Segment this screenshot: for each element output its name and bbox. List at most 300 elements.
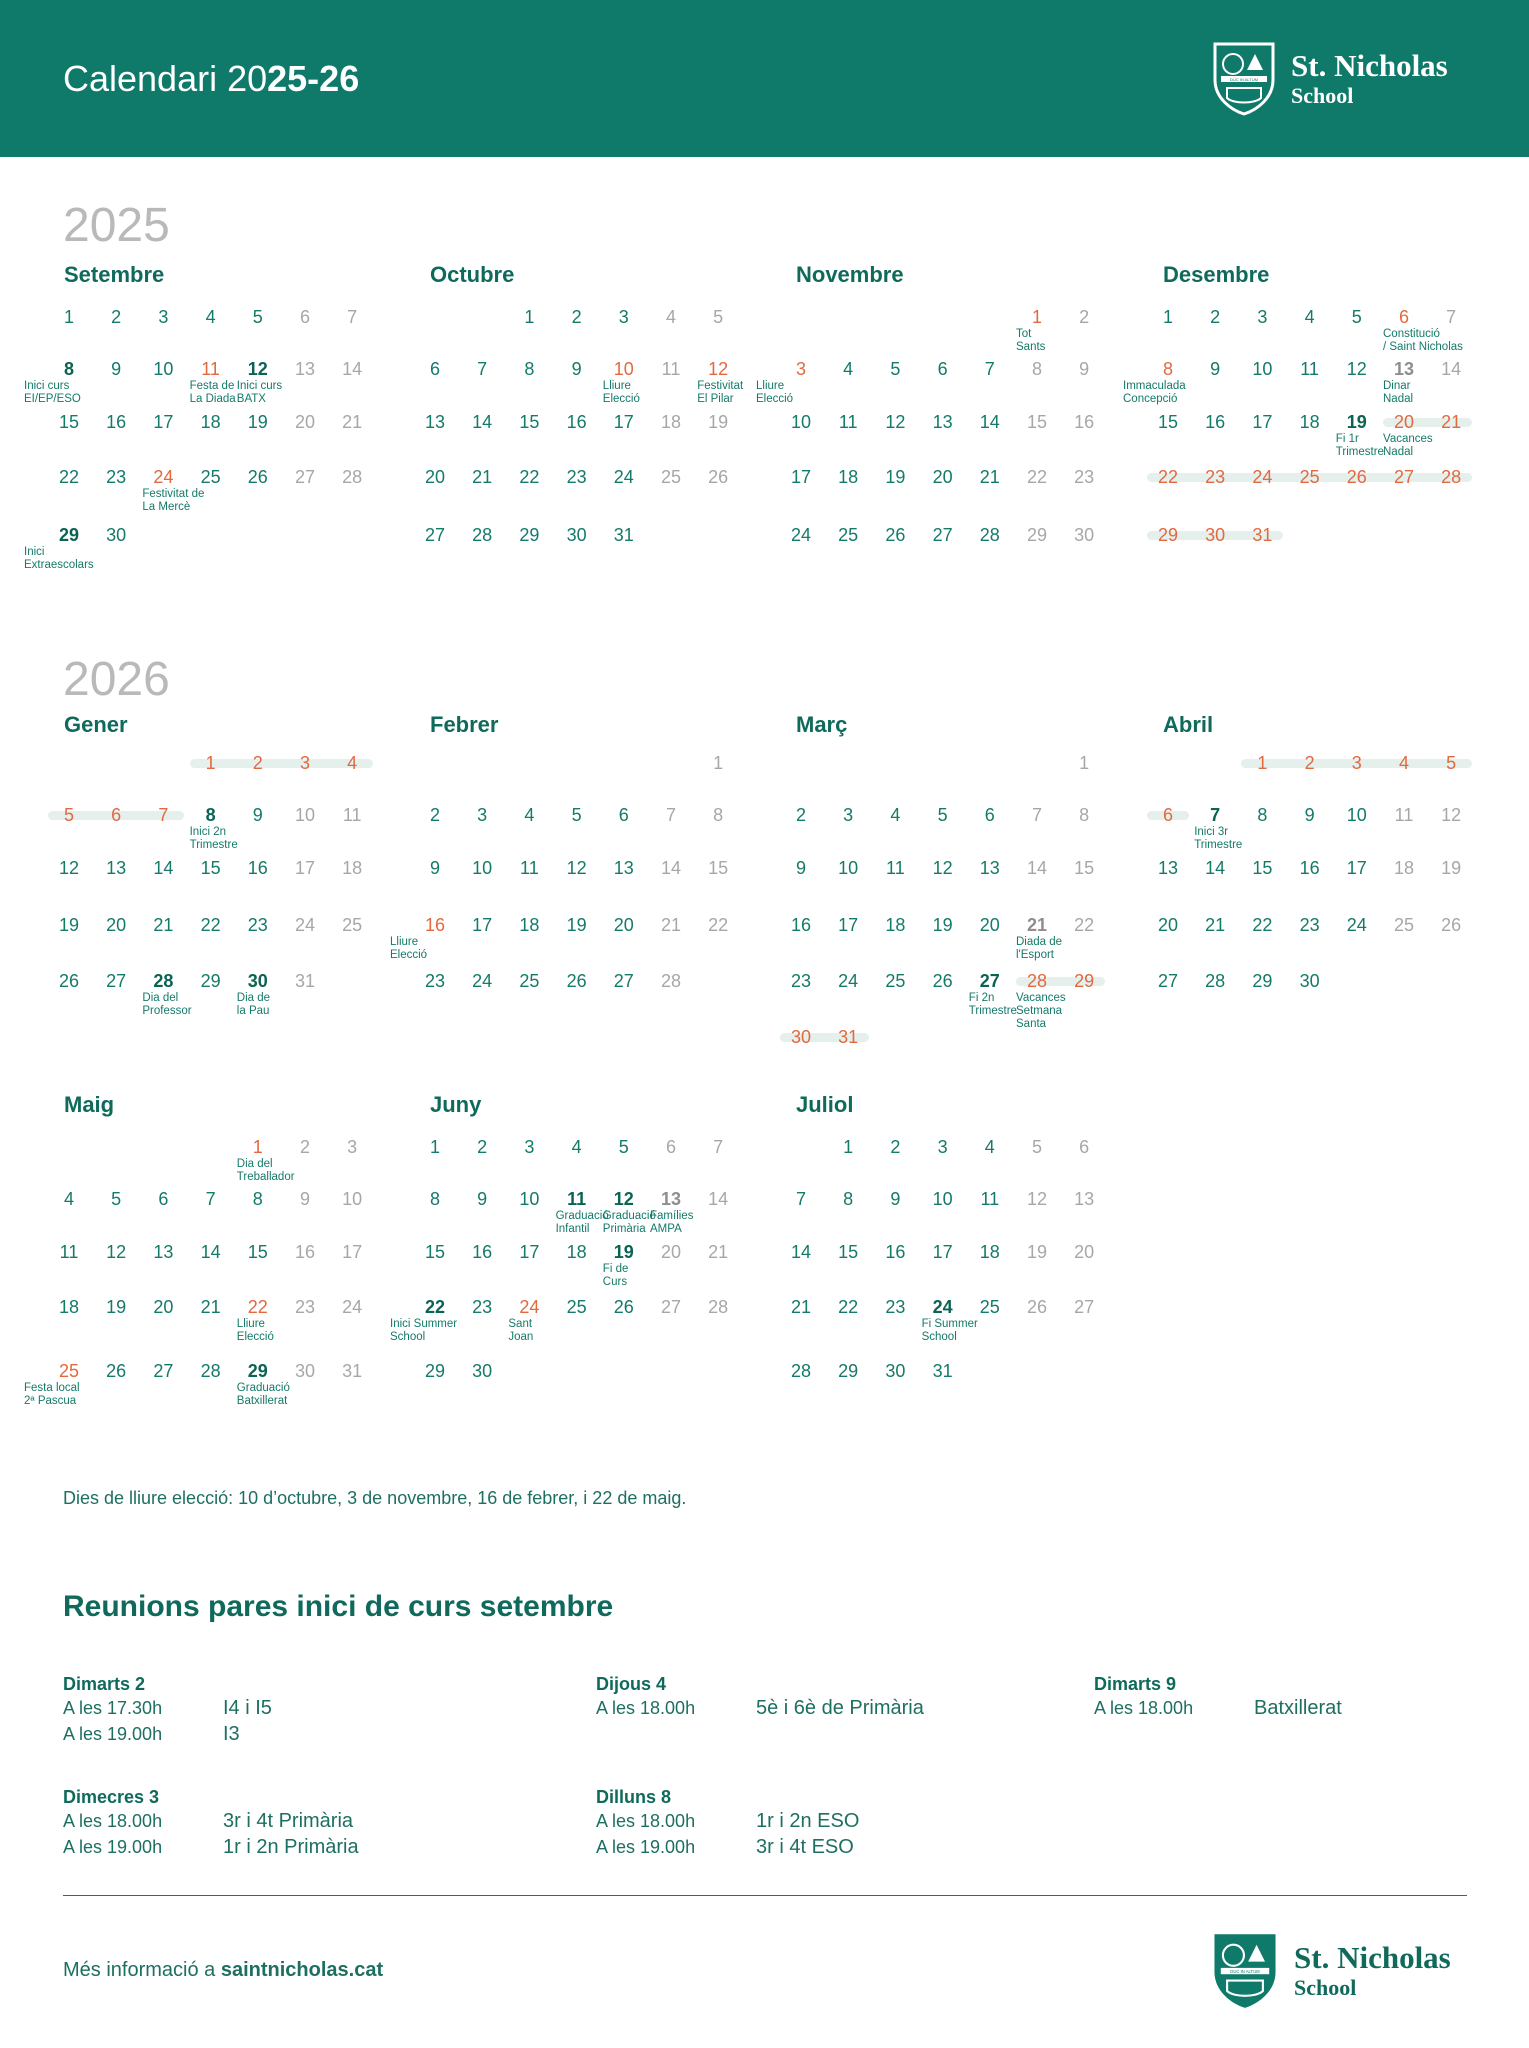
day-number: 25 xyxy=(885,971,906,991)
day-cell xyxy=(1061,411,1107,433)
day-number: 9 xyxy=(477,1189,488,1209)
day-cell xyxy=(1287,466,1333,488)
school-logo xyxy=(1211,40,1448,116)
day-cell xyxy=(920,1296,978,1343)
day-number: 21 xyxy=(708,1242,729,1262)
day-cell xyxy=(282,752,328,774)
meeting-group-label: I4 i I5 xyxy=(223,1697,272,1719)
day-cell xyxy=(920,914,966,936)
month-title: Gener xyxy=(64,712,128,737)
day-cell xyxy=(1239,857,1285,879)
day-number: 6 xyxy=(158,1189,169,1209)
meeting-day: Dimecres 3 xyxy=(63,1787,160,1807)
day-cell xyxy=(695,914,741,936)
day-cell xyxy=(140,1296,186,1318)
day-number: 10 xyxy=(613,359,634,379)
day-cell xyxy=(872,914,918,936)
meeting-group-label: 5è i 6è de Primària xyxy=(756,1697,924,1719)
day-number: 22 xyxy=(1026,467,1048,487)
day-number: 2 xyxy=(1304,753,1315,773)
day-cell xyxy=(188,970,234,992)
day-number: 4 xyxy=(347,753,358,773)
day-cell xyxy=(1287,914,1333,936)
day-number: 23 xyxy=(1074,467,1095,487)
day-number: 4 xyxy=(665,307,676,327)
day-cell xyxy=(695,804,741,826)
day-cell xyxy=(967,358,1013,380)
day-number: 29 xyxy=(1026,525,1048,545)
day-number: 26 xyxy=(106,1361,127,1381)
day-cell xyxy=(93,1360,139,1382)
day-number: 28 xyxy=(708,1297,729,1317)
day-cell xyxy=(1239,752,1285,774)
month-title: Setembre xyxy=(64,262,165,287)
day-cell xyxy=(695,857,741,879)
day-cell xyxy=(1239,358,1285,380)
day-number: 26 xyxy=(1441,915,1462,935)
day-number: 15 xyxy=(708,858,729,878)
day-number: 27 xyxy=(1074,1297,1095,1317)
day-number: 16 xyxy=(885,1242,906,1262)
meeting-day: Dimarts 9 xyxy=(1094,1674,1177,1694)
day-number: 12 xyxy=(566,858,587,878)
day-number: 13 xyxy=(294,359,316,379)
day-cell xyxy=(648,306,694,328)
day-cell xyxy=(1061,466,1107,488)
day-number: 18 xyxy=(1393,858,1415,878)
day-cell xyxy=(1334,752,1380,774)
day-cell xyxy=(1239,411,1285,433)
day-number: 9 xyxy=(890,1189,901,1209)
day-number: 20 xyxy=(660,1242,682,1262)
day-cell xyxy=(825,524,871,546)
logo-subtitle: School xyxy=(1294,1974,1357,2000)
day-number: 13 xyxy=(153,1242,174,1262)
day-number: 28 xyxy=(979,525,1000,545)
day-number: 24 xyxy=(1252,467,1273,487)
day-number: 30 xyxy=(247,971,268,991)
day-cell xyxy=(282,1136,328,1158)
day-cell xyxy=(329,752,375,774)
day-cell xyxy=(872,1241,918,1263)
footer-logo xyxy=(1210,1930,1451,2010)
day-note: Inici Extraescolars xyxy=(24,546,94,571)
day-number: 5 xyxy=(111,1189,122,1209)
day-cell xyxy=(920,970,966,992)
day-cell xyxy=(235,358,283,405)
meeting-time: A les 17.30h xyxy=(63,1698,163,1718)
day-cell xyxy=(778,804,824,826)
day-cell xyxy=(329,1188,375,1210)
day-number: 3 xyxy=(347,1137,358,1157)
day-cell xyxy=(93,914,139,936)
day-cell xyxy=(1287,970,1333,992)
day-number: 12 xyxy=(247,359,268,379)
day-cell xyxy=(459,1296,505,1318)
day-cell xyxy=(412,804,458,826)
day-cell xyxy=(1428,804,1474,826)
day-cell xyxy=(1014,466,1060,488)
day-cell xyxy=(920,857,966,879)
day-cell xyxy=(1334,358,1380,380)
day-note: Dia del Treballador xyxy=(236,1158,295,1183)
day-number: 11 xyxy=(201,359,220,379)
day-number: 19 xyxy=(1346,412,1367,432)
month-title: Febrer xyxy=(430,712,499,737)
day-cell xyxy=(412,524,458,546)
day-cell xyxy=(601,914,647,936)
meeting-group-label: Batxillerat xyxy=(1254,1697,1342,1719)
day-number: 18 xyxy=(885,915,906,935)
day-cell xyxy=(825,1241,871,1263)
day-number: 6 xyxy=(1398,307,1409,327)
day-number: 7 xyxy=(1210,805,1221,825)
day-number: 14 xyxy=(472,412,493,432)
day-cell xyxy=(188,804,238,851)
day-cell xyxy=(93,1296,139,1318)
day-cell xyxy=(282,1360,328,1382)
day-number: 25 xyxy=(660,467,682,487)
day-number: 16 xyxy=(106,412,127,432)
day-number: 9 xyxy=(1210,359,1221,379)
day-cell xyxy=(1239,306,1285,328)
day-number: 13 xyxy=(613,858,634,878)
day-cell xyxy=(1145,466,1191,488)
meeting-group-label: 1r i 2n Primària xyxy=(223,1836,359,1858)
day-number: 8 xyxy=(429,1189,440,1209)
day-number: 25 xyxy=(979,1297,1000,1317)
day-cell xyxy=(920,1241,966,1263)
day-number: 21 xyxy=(1026,915,1048,935)
day-number: 30 xyxy=(1074,525,1095,545)
day-number: 25 xyxy=(1299,467,1320,487)
day-number: 31 xyxy=(342,1361,363,1381)
day-cell xyxy=(778,411,824,433)
day-cell xyxy=(140,306,186,328)
day-cell xyxy=(235,466,281,488)
day-number: 6 xyxy=(937,359,948,379)
day-cell xyxy=(46,1188,92,1210)
day-cell xyxy=(506,411,552,433)
day-cell xyxy=(140,466,205,513)
day-cell xyxy=(1061,524,1107,546)
day-cell xyxy=(140,358,186,380)
day-cell xyxy=(1192,306,1238,328)
day-cell xyxy=(93,411,139,433)
logo-title: St. Nicholas xyxy=(1294,1939,1451,1975)
day-number: 25 xyxy=(58,1361,80,1381)
day-number: 15 xyxy=(1252,858,1273,878)
day-number: 14 xyxy=(153,858,174,878)
day-cell xyxy=(412,1241,458,1263)
day-number: 12 xyxy=(708,359,729,379)
day-cell xyxy=(1014,804,1060,826)
day-number: 1 xyxy=(429,1137,440,1157)
day-number: 19 xyxy=(932,915,953,935)
day-cell xyxy=(282,358,328,380)
day-cell xyxy=(920,358,966,380)
day-note: Fi Summer School xyxy=(921,1318,978,1343)
day-cell xyxy=(46,804,92,826)
day-number: 11 xyxy=(838,412,858,432)
day-number: 14 xyxy=(979,412,1000,432)
day-cell xyxy=(1145,804,1191,826)
day-number: 16 xyxy=(566,412,587,432)
day-number: 25 xyxy=(200,467,221,487)
day-number: 6 xyxy=(299,307,310,327)
day-cell xyxy=(648,358,694,380)
day-number: 26 xyxy=(708,467,729,487)
free-days-note: Dies de lliure elecció: 10 d’octubre, 3 de novembre, 16 de febrer, i 22 de maig. xyxy=(63,1488,687,1508)
day-number: 15 xyxy=(424,1242,446,1262)
day-number: 24 xyxy=(294,915,316,935)
day-cell xyxy=(506,524,552,546)
day-number: 24 xyxy=(342,1297,363,1317)
day-cell xyxy=(872,1360,918,1382)
day-number: 18 xyxy=(566,1242,587,1262)
day-number: 27 xyxy=(979,971,1000,991)
day-cell xyxy=(1428,857,1474,879)
day-cell xyxy=(235,1188,281,1210)
day-number: 28 xyxy=(1026,971,1048,991)
day-number: 13 xyxy=(1157,858,1179,878)
day-cell xyxy=(778,524,824,546)
day-cell xyxy=(554,306,600,328)
day-cell xyxy=(46,1241,92,1263)
day-cell xyxy=(778,970,824,992)
day-cell xyxy=(1192,466,1238,488)
crest-icon xyxy=(1210,1930,1280,2010)
day-number: 21 xyxy=(979,467,1000,487)
day-number: 14 xyxy=(200,1242,221,1262)
day-number: 1 xyxy=(1257,753,1268,773)
day-note: Dinar Nadal xyxy=(1383,380,1414,405)
day-cell xyxy=(967,804,1013,826)
day-number: 20 xyxy=(106,915,127,935)
day-note: Dia del Professor xyxy=(142,992,192,1017)
day-number: 20 xyxy=(294,412,316,432)
day-number: 24 xyxy=(838,971,859,991)
day-number: 12 xyxy=(932,858,953,878)
day-number: 1 xyxy=(252,1137,263,1157)
day-number: 22 xyxy=(519,467,540,487)
day-cell xyxy=(1014,411,1060,433)
day-cell xyxy=(329,466,375,488)
day-cell xyxy=(140,914,186,936)
day-cell xyxy=(329,306,375,328)
day-cell xyxy=(140,1188,186,1210)
day-number: 5 xyxy=(252,307,263,327)
day-cell xyxy=(140,804,186,826)
day-note: Graduació Primària xyxy=(602,1210,656,1235)
day-number: 23 xyxy=(790,971,812,991)
day-note: Fi 1r Trimestre xyxy=(1335,433,1384,458)
day-number: 9 xyxy=(1304,805,1315,825)
day-cell xyxy=(554,1296,600,1318)
day-number: 15 xyxy=(247,1242,268,1262)
day-number: 11 xyxy=(1300,359,1319,379)
day-number: 4 xyxy=(63,1189,74,1209)
day-number: 4 xyxy=(571,1137,582,1157)
day-number: 22 xyxy=(200,915,221,935)
day-number: 17 xyxy=(1346,858,1367,878)
day-cell xyxy=(695,306,741,328)
day-number: 22 xyxy=(1252,915,1273,935)
day-number: 11 xyxy=(567,1189,587,1209)
day-cell xyxy=(554,411,600,433)
day-cell xyxy=(601,524,647,546)
day-number: 26 xyxy=(613,1297,634,1317)
day-number: 31 xyxy=(613,525,634,545)
day-cell xyxy=(1192,857,1238,879)
day-number: 3 xyxy=(158,307,169,327)
day-cell xyxy=(235,1136,295,1183)
day-number: 25 xyxy=(566,1297,587,1317)
day-number: 20 xyxy=(153,1297,174,1317)
day-number: 28 xyxy=(1205,971,1226,991)
day-cell xyxy=(648,1241,694,1263)
day-note: Famílies AMPA xyxy=(650,1210,694,1235)
day-cell xyxy=(46,466,92,488)
day-number: 10 xyxy=(1252,359,1273,379)
day-cell xyxy=(1061,1241,1107,1263)
day-cell xyxy=(1334,306,1380,328)
day-cell xyxy=(235,752,281,774)
month-title: Novembre xyxy=(796,262,904,287)
day-cell xyxy=(554,914,600,936)
day-cell xyxy=(1428,914,1474,936)
day-number: 17 xyxy=(932,1242,953,1262)
day-cell xyxy=(282,466,328,488)
meeting-time: A les 18.00h xyxy=(596,1698,696,1718)
day-number: 7 xyxy=(665,805,676,825)
day-number: 29 xyxy=(1074,971,1095,991)
day-note: Tot Sants xyxy=(1016,328,1046,353)
day-cell xyxy=(1287,411,1333,433)
day-number: 4 xyxy=(1398,753,1409,773)
day-number: 4 xyxy=(524,805,535,825)
day-cell xyxy=(967,1296,1013,1318)
svg-text:DUC IN ALTUM: DUC IN ALTUM xyxy=(1230,1969,1260,1975)
day-note: Festa local 2ª Pascua xyxy=(24,1382,80,1407)
day-number: 21 xyxy=(342,412,363,432)
svg-text:DUC IN ALTUM: DUC IN ALTUM xyxy=(1230,77,1258,82)
day-number: 12 xyxy=(58,858,80,878)
day-cell xyxy=(825,914,871,936)
day-cell xyxy=(601,1188,656,1235)
day-number: 19 xyxy=(566,915,587,935)
day-cell xyxy=(282,411,328,433)
day-cell xyxy=(188,1296,234,1318)
day-number: 5 xyxy=(713,307,724,327)
meeting-group xyxy=(1094,1673,1342,1721)
day-cell xyxy=(282,804,328,826)
day-cell xyxy=(1381,804,1427,826)
day-cell xyxy=(412,358,458,380)
day-cell xyxy=(1192,970,1238,992)
day-number: 11 xyxy=(59,1242,79,1262)
day-cell xyxy=(1014,1136,1060,1158)
day-cell xyxy=(1192,914,1238,936)
day-cell xyxy=(506,1296,552,1343)
day-number: 3 xyxy=(299,753,310,773)
day-number: 13 xyxy=(424,412,446,432)
meeting-time: A les 18.00h xyxy=(1094,1698,1194,1718)
day-number: 7 xyxy=(795,1189,806,1209)
month-title: Desembre xyxy=(1163,262,1270,287)
day-number: 3 xyxy=(937,1137,948,1157)
day-cell xyxy=(282,1188,328,1210)
month-title: Maig xyxy=(64,1092,115,1117)
day-number: 16 xyxy=(294,1242,316,1262)
day-cell xyxy=(1061,306,1107,328)
day-number: 28 xyxy=(1441,467,1462,487)
day-note: Lliure Elecció xyxy=(756,380,794,405)
day-cell xyxy=(93,466,139,488)
day-number: 3 xyxy=(843,805,854,825)
day-cell xyxy=(872,466,918,488)
day-number: 14 xyxy=(1205,858,1226,878)
day-number: 7 xyxy=(205,1189,216,1209)
day-cell xyxy=(967,970,1017,1017)
day-number: 4 xyxy=(984,1137,995,1157)
day-cell xyxy=(872,1136,918,1158)
day-number: 29 xyxy=(838,1361,859,1381)
day-cell xyxy=(554,857,600,879)
day-number: 7 xyxy=(1031,805,1042,825)
month-title: Abril xyxy=(1163,712,1214,737)
day-number: 9 xyxy=(299,1189,310,1209)
day-number: 13 xyxy=(1074,1189,1095,1209)
day-cell xyxy=(778,1188,824,1210)
day-cell xyxy=(920,1136,966,1158)
day-cell xyxy=(1014,1296,1060,1318)
day-number: 10 xyxy=(1346,805,1367,825)
day-cell xyxy=(459,970,505,992)
day-cell xyxy=(825,1136,871,1158)
day-cell xyxy=(412,1188,458,1210)
day-cell xyxy=(1334,411,1384,458)
day-number: 22 xyxy=(247,1297,268,1317)
day-cell xyxy=(1287,857,1333,879)
day-note: Inici Summer School xyxy=(390,1318,458,1343)
day-cell xyxy=(695,1241,741,1263)
day-cell xyxy=(412,970,458,992)
day-cell xyxy=(1145,524,1191,546)
day-note: Festivitat El Pilar xyxy=(697,380,744,405)
meeting-day: Dijous 4 xyxy=(596,1674,667,1694)
day-cell xyxy=(920,411,966,433)
day-number: 29 xyxy=(247,1361,268,1381)
day-number: 5 xyxy=(890,359,901,379)
day-cell xyxy=(93,1188,139,1210)
day-cell xyxy=(1381,358,1427,405)
day-number: 24 xyxy=(1346,915,1367,935)
day-cell xyxy=(188,1188,234,1210)
day-cell xyxy=(506,970,552,992)
day-cell xyxy=(1381,466,1427,488)
meeting-row xyxy=(63,1695,272,1721)
day-number: 26 xyxy=(247,467,268,487)
day-number: 18 xyxy=(58,1297,80,1317)
day-number: 27 xyxy=(294,467,316,487)
day-number: 25 xyxy=(838,525,859,545)
website-link[interactable]: saintnicholas.cat xyxy=(220,1959,384,1981)
day-number: 23 xyxy=(294,1297,316,1317)
day-number: 7 xyxy=(1446,307,1457,327)
day-number: 15 xyxy=(838,1242,859,1262)
day-cell xyxy=(140,1241,186,1263)
